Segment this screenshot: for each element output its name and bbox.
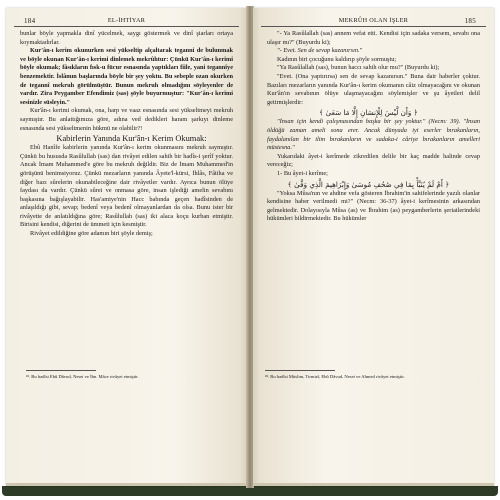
left-page-body [20,30,233,239]
left-paragraph-3: Kur'ân-ı kerimi okumak, ona, harp ve vaaz esnasında sesi yükseltmeyi mekruh saymıştır. Bu anlattığımıza göre, adına ved dedikleri haram şarkıyı dinleme esnasında sesi yükseltmenin hükmü ne olabilir?! [20,107,233,132]
left-paragraph-2: Kur'ân-ı kerim okunurken sesi yükseltip alçaltarak teganni de bulunmak ve böyle okunan Kur'ân-ı kerimi dinlemek mekrûhtur: Çünkü Kur'ân-ı kerimi böyle okumak; fâsıkların fısk-u fücur esnasında yaptıkları fiile, yani tegannîye benzemektir. İslâmın başlarında böyle bir şey yoktu. Bu sebeple ozan okurken de tegannî mekruh görülmüştür. Bunun mekruh olmadığını söyleyenler de vardır. Zira Peygamber Efendimiz (sas) şöyle buyurmuştur: "Kur'ân-ı kerimi sesinizle süsleyin." [20,47,233,106]
right-paragraph-4: "Ya Rasûlallah (sas), bunun haccı sahih olur mu?" (Buyurdu ki); [277,64,440,72]
right-paragraph-7: Yukarıdaki âyet-i kerîmede zikredilen delile bir kaç madde halinde cevap vereceğiz; [267,152,480,169]
right-paragraph-9: "Yoksa Mûsa'nın ve ahdine vefa gösteren İbrahim'in sahifelerinde yazılı olanlar kendisine haber verilmedi mi?" (Necm: 36-37) âyet-i kerîmesinin arkasından gelmektedir. Dolayısıyla Mûsa (as) ve İbrahim (as) peygamberlerin şeriatlerindeki hükümleri bildirmektedir. Bu hükümler [267,189,480,223]
left-paragraph-5: Rivâyet edildiğine göre adamın biri şöyle demiş; [30,230,153,238]
right-paragraph-8: 1- Bu âyet-i kerîme; [277,169,328,177]
left-page-header [14,14,239,27]
right-page-body [267,30,480,224]
left-paragraph-1: bunlar böyle yapmakla dinî yücelmek, saygı göstermek ve dinî şiarları ortaya koymaktadırlar. [20,30,233,46]
right-paragraph-1: "- Ya Rasûlallah (sas) annem vefat etti. Kendisi için sadaka versem, sevabı ona ulaşır mı?" (Buyurdu ki); [267,30,480,46]
right-footnote: ⁸². Bu hadîsi Müslim, Tirmizî, Ebû Dâvud, Nesei ve Ahmed rivâyet etmiştir. [265,374,405,379]
right-paragraph-5: "Evet. (Ona yaptırırsa) sen de sevap kazanırsın." Buna dair haberler çoktur. Bazıları mezarların yanında Kur'ân-ı kerim okumanın câiz olmayacağını ve okunan Kur'ân'ın sevabının ölüye ulaşmayacağını söylemişler ve şu âyetleri delil getirmişlerdir: [267,72,480,106]
right-page-number: 185 [464,17,476,25]
right-arabic-verse-1: ﴿ وَأَن لَّيْسَ لِلْإِنسَانِ إِلَّا مَا سَعَىٰ ﴾ [319,108,418,118]
right-paragraph-6: "İnsan için kendi çalışmasından başka bir şey yoktur." (Necm: 39). "İnsan öldüğü zaman ameli sona erer. Ancak dünyada iyi eserler bırakanların, faydalanılan bir ilim bırakanların ve sadaka-i câriye bırakanların amelleri müstesna." [267,118,480,152]
left-page-number: 184 [24,17,36,25]
left-footnote: ⁸¹. Bu hadîsi Ebû Dâvud, Nesei ve İbn. Mâce rivâyet etmiştir. [26,374,139,379]
right-paragraph-3: Kadının biri çocuğunu kaldırıp şöyle sormuştu; [277,55,397,63]
left-running-head: EL-İHTİYAR [107,17,146,24]
right-page-header [261,14,486,27]
left-paragraph-4: Ebû Hanîfe kabirlerin yanında Kur'ân-ı kerim okunmasını mekruh saymıştır. Çünkü bu hususda Rasûlullah (sas) dan rivâyet edilen sahih bir hadîs-i şerîf yoktur. Ancak İmam Muhammed'e göre bu mekruh değildir. Biz de İmam Muhammed'in görüşünü benimsiyoruz. Çünkü mezarların yanında Âyete'l-kürsi, İhlâs, Fâtiha ve diğer bazı sûrelerin okunabileceğine dair rivâyetler vardır. Ayrıca bunun ölüye faydası da vardır. Çünkü sûrei ve onmasa göre, insan işlediği amelin sevabını başkasına bağışlayabilir. Has'amiye'nin Hacc babında geçen hadîsinden de anlaşıldığı gibi, sevap; bedenî veya bedenî olmayanlardan da olsa. Bunu ister bir rivâyette de anlatıldığına göre; Rasûlullah (sas) iki alaca koçu kurban etmiştir. Birisini kendisi, diğerini de ümmeti için kesmiştir. [20,144,233,229]
right-running-head: MEKRÛH OLAN İŞLER [338,17,409,24]
left-page [6,8,247,486]
right-paragraph-2: "- Evet. Sen de sevap kazanırsın." [277,47,363,55]
right-arabic-verse-2: ﴿ أَمْ لَمْ يُنَبَّأْ بِمَا فِي صُحُفِ مُوسَىٰ وَإِبْرَاهِيمَ الَّذِي وَفَّىٰ ﴾ [287,179,450,189]
left-footnote-rule [26,370,96,371]
left-subheading: Kabirlerin Yanında Kur'ân-ı Kerim Okumak: [56,134,207,144]
right-page [253,8,494,486]
right-footnote-rule [265,370,335,371]
